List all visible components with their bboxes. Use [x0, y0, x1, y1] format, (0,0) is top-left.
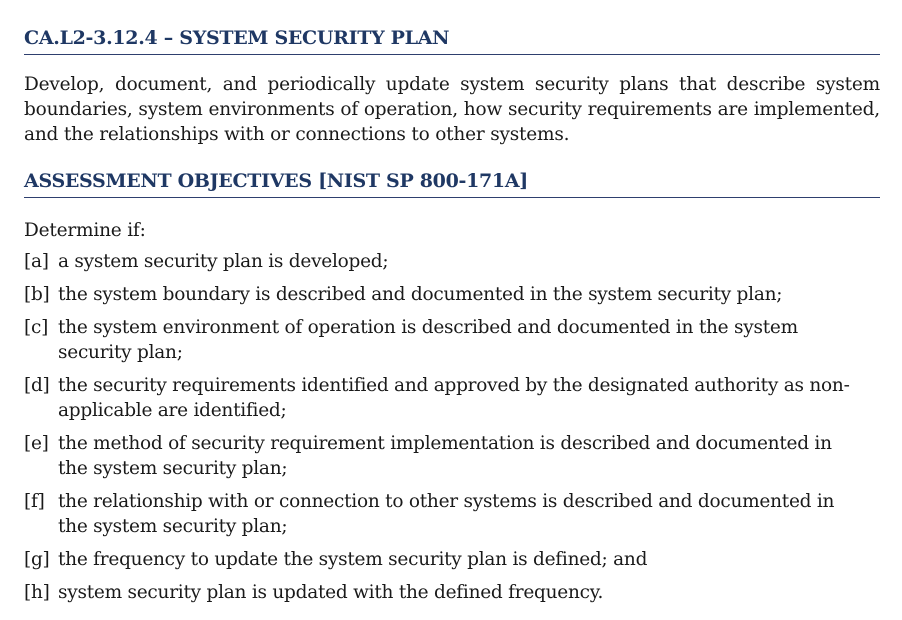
objective-marker: [h]: [24, 582, 50, 603]
objective-text: system security plan is updated with the defined frequency.: [58, 582, 604, 603]
objective-text: a system security plan is developed;: [58, 251, 389, 272]
objective-item-e: [24, 431, 880, 481]
objective-marker: [c]: [24, 317, 49, 338]
objective-marker: [d]: [24, 375, 50, 396]
objective-marker: [e]: [24, 433, 49, 454]
objective-item-h: [24, 580, 880, 605]
objective-item-f: [24, 489, 880, 539]
document-page: [24, 26, 880, 613]
objective-text: the frequency to update the system security plan is defined; and: [58, 549, 648, 570]
objective-marker: [a]: [24, 251, 49, 272]
objective-text: the system boundary is described and documented in the system security plan;: [58, 284, 783, 305]
objective-text: the system environment of operation is described and documented in the system security plan;: [58, 317, 798, 363]
objective-text: the security requirements identified and approved by the designated authority as non-applicable are identified;: [58, 375, 850, 421]
objective-marker: [g]: [24, 549, 50, 570]
objective-item-b: [24, 282, 880, 307]
objective-marker: [b]: [24, 284, 50, 305]
objectives-list: [24, 249, 880, 605]
assessment-objectives-title: ASSESSMENT OBJECTIVES [NIST SP 800-171A]: [24, 169, 880, 198]
objective-item-d: [24, 373, 880, 423]
objective-text: the method of security requirement implementation is described and documented in the system security plan;: [58, 433, 832, 479]
objective-item-c: [24, 315, 880, 365]
objective-text: the relationship with or connection to other systems is described and documented in the system security plan;: [58, 491, 835, 537]
assessment-intro: Determine if:: [24, 220, 146, 241]
objective-item-g: [24, 547, 880, 572]
section-title: CA.L2-3.12.4 – SYSTEM SECURITY PLAN: [24, 26, 880, 55]
objective-marker: [f]: [24, 491, 45, 512]
section-description: Develop, document, and periodically update system security plans that describe system boundaries, system environments of operation, how security requirements are implemented, and the relationships with or connections to other systems.: [24, 74, 880, 145]
objective-item-a: [24, 249, 880, 274]
